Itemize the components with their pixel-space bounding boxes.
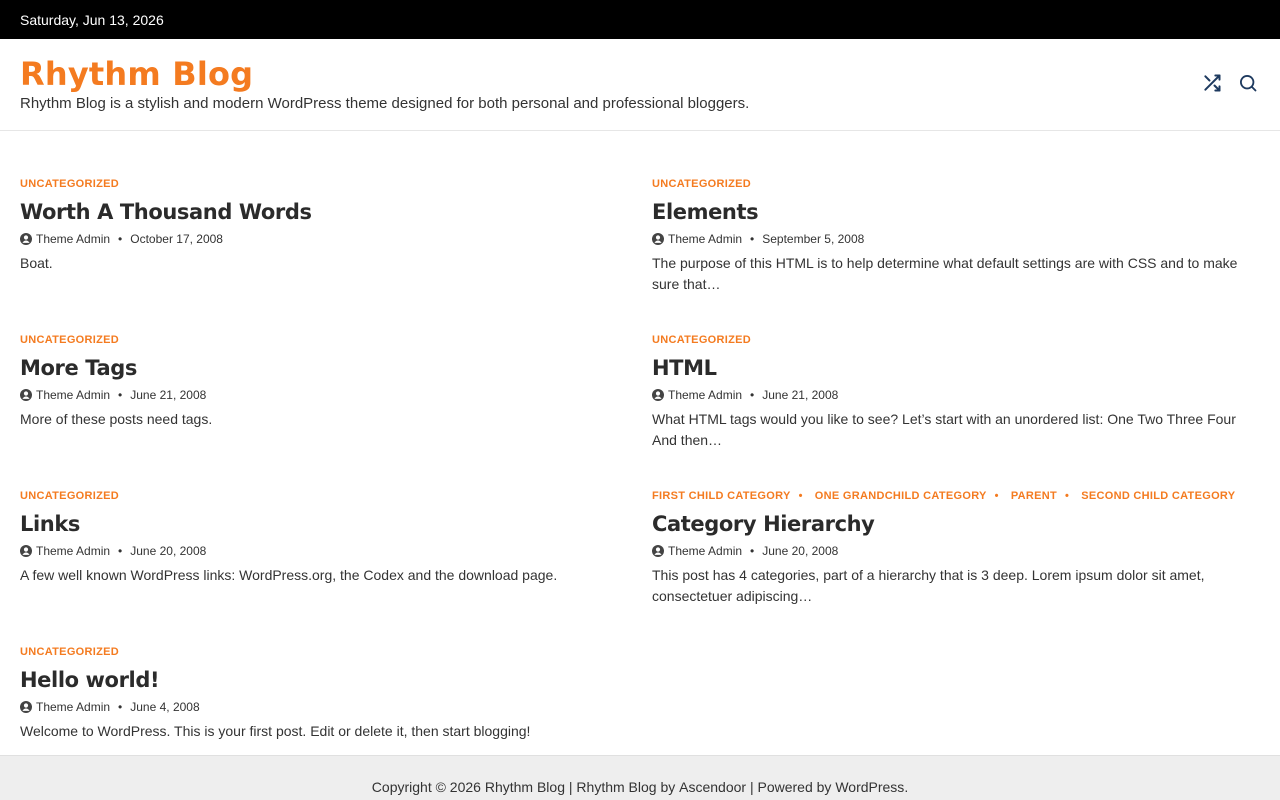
post-card [20, 177, 620, 274]
footer-copyright: Copyright © 2026 [371, 779, 481, 795]
user-icon [652, 233, 664, 245]
category-link[interactable]: PARENT [1010, 490, 1058, 502]
top-bar [0, 0, 1280, 39]
footer-separator: | [749, 779, 754, 795]
post-card [652, 177, 1252, 295]
post-categories [20, 333, 620, 347]
post-meta [652, 543, 1252, 559]
post-title[interactable]: Category Hierarchy [652, 512, 875, 536]
post-meta [20, 387, 620, 403]
post-card [20, 489, 620, 586]
meta-separator: • [118, 388, 123, 402]
post-excerpt: A few well known WordPress links: WordPress.org, the Codex and the download page. [20, 567, 558, 583]
post-categories [20, 489, 620, 503]
post-categories [20, 645, 620, 659]
post-author[interactable]: Theme Admin [36, 232, 111, 246]
post-date: June 21, 2008 [762, 388, 839, 402]
category-link[interactable]: UNCATEGORIZED [652, 334, 752, 346]
category-separator: • [1065, 490, 1070, 502]
meta-separator: • [118, 544, 123, 558]
meta-separator: • [118, 232, 123, 246]
user-icon [20, 701, 32, 713]
post-categories [20, 177, 620, 191]
post-excerpt: More of these posts need tags. [20, 411, 213, 427]
meta-separator: • [750, 544, 755, 558]
footer-wordpress-link[interactable]: WordPress [835, 779, 905, 795]
post-date: September 5, 2008 [762, 232, 865, 246]
current-date: Saturday, Jun 13, 2026 [20, 11, 164, 28]
user-icon [20, 389, 32, 401]
user-icon [20, 545, 32, 557]
post-categories [652, 489, 1252, 503]
meta-separator: • [750, 388, 755, 402]
post-excerpt: Boat. [20, 255, 53, 271]
category-link[interactable]: UNCATEGORIZED [20, 646, 120, 658]
post-meta [652, 231, 1252, 247]
post-meta [20, 231, 620, 247]
header-actions [1202, 73, 1258, 93]
site-header [0, 39, 1280, 131]
post-title[interactable]: More Tags [20, 356, 137, 380]
user-icon [652, 545, 664, 557]
category-link[interactable]: UNCATEGORIZED [20, 490, 120, 502]
post-author[interactable]: Theme Admin [36, 544, 111, 558]
category-separator: • [798, 490, 803, 502]
post-categories [652, 333, 1252, 347]
site-title[interactable]: Rhythm Blog [20, 55, 254, 93]
footer-theme-author-link[interactable]: Ascendoor [679, 779, 747, 795]
post-title[interactable]: Links [20, 512, 80, 536]
post-author[interactable]: Theme Admin [668, 388, 743, 402]
post-title[interactable]: Elements [652, 200, 759, 224]
post-meta [20, 543, 620, 559]
post-author[interactable]: Theme Admin [36, 388, 111, 402]
footer-theme-text: Rhythm Blog by [576, 779, 676, 795]
shuffle-icon[interactable] [1202, 73, 1222, 93]
category-separator: • [994, 490, 999, 502]
post-date: June 20, 2008 [130, 544, 207, 558]
post-date: June 4, 2008 [130, 700, 200, 714]
post-date: October 17, 2008 [130, 232, 223, 246]
user-icon [652, 389, 664, 401]
post-excerpt: The purpose of this HTML is to help determine what default settings are with CSS and to make sure that… [652, 255, 1238, 292]
category-link[interactable]: UNCATEGORIZED [20, 178, 120, 190]
post-card [652, 489, 1252, 607]
meta-separator: • [118, 700, 123, 714]
post-meta [20, 699, 620, 715]
post-excerpt: Welcome to WordPress. This is your first post. Edit or delete it, then start blogging! [20, 723, 531, 739]
footer-powered-text: Powered by [757, 779, 832, 795]
post-card [652, 333, 1252, 451]
category-link[interactable]: UNCATEGORIZED [20, 334, 120, 346]
post-excerpt: What HTML tags would you like to see? Let’s start with an unordered list: One Two Three Four And then… [652, 411, 1236, 448]
meta-separator: • [750, 232, 755, 246]
footer-separator: | [568, 779, 573, 795]
post-excerpt: This post has 4 categories, part of a hierarchy that is 3 deep. Lorem ipsum dolor sit amet, consectetuer adipiscing… [652, 567, 1205, 604]
category-link[interactable]: UNCATEGORIZED [652, 178, 752, 190]
category-link[interactable]: SECOND CHILD CATEGORY [1081, 490, 1236, 502]
post-title[interactable]: Hello world! [20, 668, 160, 692]
post-author[interactable]: Theme Admin [668, 544, 743, 558]
post-card [20, 333, 620, 430]
user-icon [20, 233, 32, 245]
post-title[interactable]: HTML [652, 356, 717, 380]
post-card [20, 645, 620, 742]
post-author[interactable]: Theme Admin [36, 700, 111, 714]
site-description: Rhythm Blog is a stylish and modern WordPress theme designed for both personal and professional bloggers. [20, 95, 750, 112]
post-author[interactable]: Theme Admin [668, 232, 743, 246]
category-link[interactable]: ONE GRANDCHILD CATEGORY [814, 490, 987, 502]
search-icon[interactable] [1238, 73, 1258, 93]
post-date: June 20, 2008 [762, 544, 839, 558]
footer-site-link[interactable]: Rhythm Blog [484, 779, 565, 795]
category-link[interactable]: FIRST CHILD CATEGORY [652, 490, 791, 502]
post-date: June 21, 2008 [130, 388, 207, 402]
post-categories [652, 177, 1252, 191]
post-meta [652, 387, 1252, 403]
post-title[interactable]: Worth A Thousand Words [20, 200, 312, 224]
site-footer [0, 755, 1280, 800]
footer-period: . [904, 779, 909, 795]
